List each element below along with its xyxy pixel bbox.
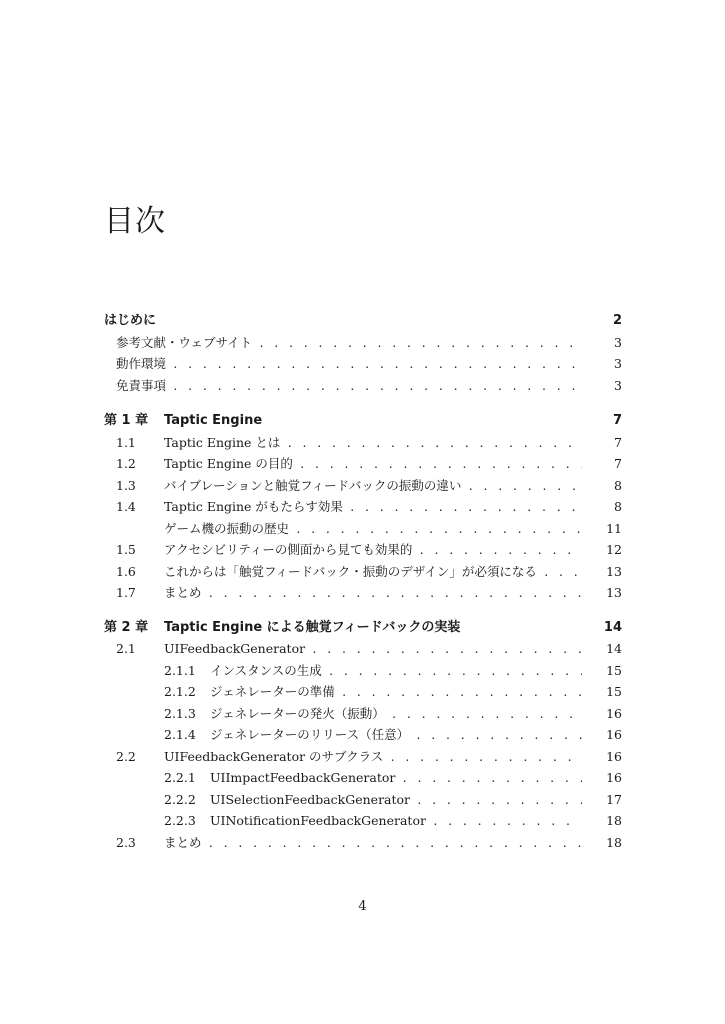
toc-entry-number: 2.3 bbox=[116, 834, 136, 850]
toc-entry-number: 1.1 bbox=[116, 434, 136, 450]
toc-entry-number: 2.1.1 bbox=[164, 662, 196, 678]
toc-entry-page: 3 bbox=[614, 334, 622, 350]
toc-entry-number: 2.2.2 bbox=[164, 791, 196, 807]
toc-entry-label: まとめ . . . bbox=[164, 582, 582, 604]
toc-entry-label: Taptic Engine の目的 . . . bbox=[164, 453, 582, 475]
toc-subentry[interactable] bbox=[104, 724, 622, 746]
toc-entry-label: インスタンスの生成 . . . bbox=[210, 660, 582, 682]
toc-entry-page: 18 bbox=[606, 813, 622, 828]
toc-entry-label: アクセシビリティーの側面から見ても効果的 . . . bbox=[164, 539, 582, 561]
toc-entry-number: 2.1 bbox=[116, 641, 136, 656]
toc-entry-label: 参考文献・ウェブサイト . . . bbox=[116, 332, 582, 354]
toc-entry-number: 1.3 bbox=[116, 477, 136, 493]
toc-entry-label: UIImpactFeedbackGenerator . . . bbox=[210, 767, 582, 789]
toc-chapter-page: 14 bbox=[603, 619, 622, 635]
toc-entry[interactable] bbox=[104, 518, 622, 540]
toc-subentry[interactable] bbox=[104, 660, 622, 682]
toc-entry-label: ジェネレーターの準備 . . . bbox=[210, 681, 582, 703]
toc-entry-label: Taptic Engine がもたらす効果 . . . bbox=[164, 496, 582, 518]
toc-entry-page: 13 bbox=[606, 585, 622, 600]
toc-entry-page: 16 bbox=[606, 770, 622, 785]
toc-entry-label: ジェネレーターの発火（振動） . . . bbox=[210, 703, 582, 725]
toc-entry-label: 免責事項 . . . bbox=[116, 375, 582, 397]
toc-entry[interactable] bbox=[104, 475, 622, 497]
toc-entry[interactable] bbox=[104, 432, 622, 454]
toc-entry-page: 16 bbox=[606, 748, 622, 764]
toc-entry-label: UINotificationFeedbackGenerator . . . bbox=[210, 810, 582, 832]
toc-entry-label: ゲーム機の振動の歴史 . . . bbox=[164, 518, 582, 540]
toc-entry-number: 1.5 bbox=[116, 542, 136, 557]
toc-entry-number: 1.7 bbox=[116, 585, 136, 600]
toc-subentry[interactable] bbox=[104, 703, 622, 725]
toc-chapter-number: 第 1 章 bbox=[104, 413, 149, 428]
toc-entry-page: 15 bbox=[606, 684, 622, 699]
toc-entry-label: まとめ . . . bbox=[164, 832, 582, 854]
toc-entry-label: UIFeedbackGenerator . . . bbox=[164, 638, 582, 660]
page-number: 4 bbox=[358, 899, 367, 914]
table-of-contents bbox=[104, 310, 622, 853]
toc-entry-page: 16 bbox=[606, 727, 622, 742]
toc-entry-page: 11 bbox=[606, 520, 622, 536]
page-title: 目次 bbox=[104, 204, 166, 239]
toc-entry-label: Taptic Engine とは . . . bbox=[164, 432, 582, 454]
toc-entry-number: 1.4 bbox=[116, 499, 136, 514]
toc-entry[interactable] bbox=[104, 539, 622, 561]
toc-entry[interactable] bbox=[104, 746, 622, 768]
toc-chapter-1[interactable] bbox=[104, 410, 622, 432]
toc-entry-page: 8 bbox=[614, 477, 622, 493]
toc-chapter-2[interactable] bbox=[104, 617, 622, 639]
toc-entry-page: 7 bbox=[614, 434, 622, 450]
toc-entry-number: 2.2.1 bbox=[164, 770, 196, 785]
toc-entry-number: 2.2.3 bbox=[164, 813, 196, 828]
toc-chapter-page: 7 bbox=[612, 413, 622, 428]
toc-entry-environment[interactable] bbox=[104, 353, 622, 375]
toc-entry-number: 1.2 bbox=[116, 456, 136, 471]
toc-chapter-number: 第 2 章 bbox=[104, 619, 149, 635]
toc-entry-label: はじめに bbox=[104, 313, 157, 328]
toc-entry-page: 12 bbox=[606, 542, 622, 557]
toc-entry[interactable] bbox=[104, 496, 622, 518]
toc-entry[interactable] bbox=[104, 561, 622, 583]
toc-entry-page: 15 bbox=[606, 662, 622, 678]
toc-subentry[interactable] bbox=[104, 681, 622, 703]
toc-entry-number: 2.1.4 bbox=[164, 727, 196, 742]
toc-entry-label: これからは「触覚フィードバック・振動のデザイン」が必須になる . . . bbox=[164, 561, 582, 583]
toc-entry-page: 2 bbox=[612, 313, 622, 328]
toc-entry-number: 2.1.2 bbox=[164, 684, 196, 699]
toc-entry[interactable] bbox=[104, 832, 622, 854]
toc-entry-intro[interactable] bbox=[104, 310, 622, 332]
toc-entry-label: バイブレーションと触覚フィードバックの振動の違い . . . bbox=[164, 475, 582, 497]
toc-entry-label: ジェネレーターのリリース（任意） . . . bbox=[210, 724, 582, 746]
toc-chapter-label: Taptic Engine による触覚フィードバックの実装 bbox=[164, 619, 461, 635]
toc-entry-label: UIFeedbackGenerator のサブクラス . . . bbox=[164, 746, 582, 768]
toc-chapter-label: Taptic Engine bbox=[164, 413, 263, 428]
toc-subentry[interactable] bbox=[104, 789, 622, 811]
toc-entry-page: 3 bbox=[614, 377, 622, 393]
toc-entry-page: 3 bbox=[614, 356, 622, 371]
toc-entry[interactable] bbox=[104, 453, 622, 475]
toc-entry-page: 17 bbox=[606, 791, 622, 807]
toc-entry-label: UISelectionFeedbackGenerator . . . bbox=[210, 789, 582, 811]
toc-entry-number: 2.2 bbox=[116, 748, 136, 764]
toc-entry-number: 2.1.3 bbox=[164, 705, 196, 721]
toc-entry-page: 14 bbox=[606, 641, 622, 656]
toc-entry-number: 1.6 bbox=[116, 563, 136, 579]
toc-entry-page: 18 bbox=[606, 834, 622, 850]
toc-entry-disclaimer[interactable] bbox=[104, 375, 622, 397]
toc-entry-page: 16 bbox=[606, 705, 622, 721]
toc-entry-label: 動作環境 . . . bbox=[116, 353, 582, 375]
toc-subentry[interactable] bbox=[104, 810, 622, 832]
toc-entry[interactable] bbox=[104, 582, 622, 604]
toc-entry-references[interactable] bbox=[104, 332, 622, 354]
toc-entry-page: 7 bbox=[614, 456, 622, 471]
toc-entry[interactable] bbox=[104, 638, 622, 660]
toc-entry-page: 8 bbox=[614, 499, 622, 514]
toc-subentry[interactable] bbox=[104, 767, 622, 789]
toc-entry-page: 13 bbox=[606, 563, 622, 579]
